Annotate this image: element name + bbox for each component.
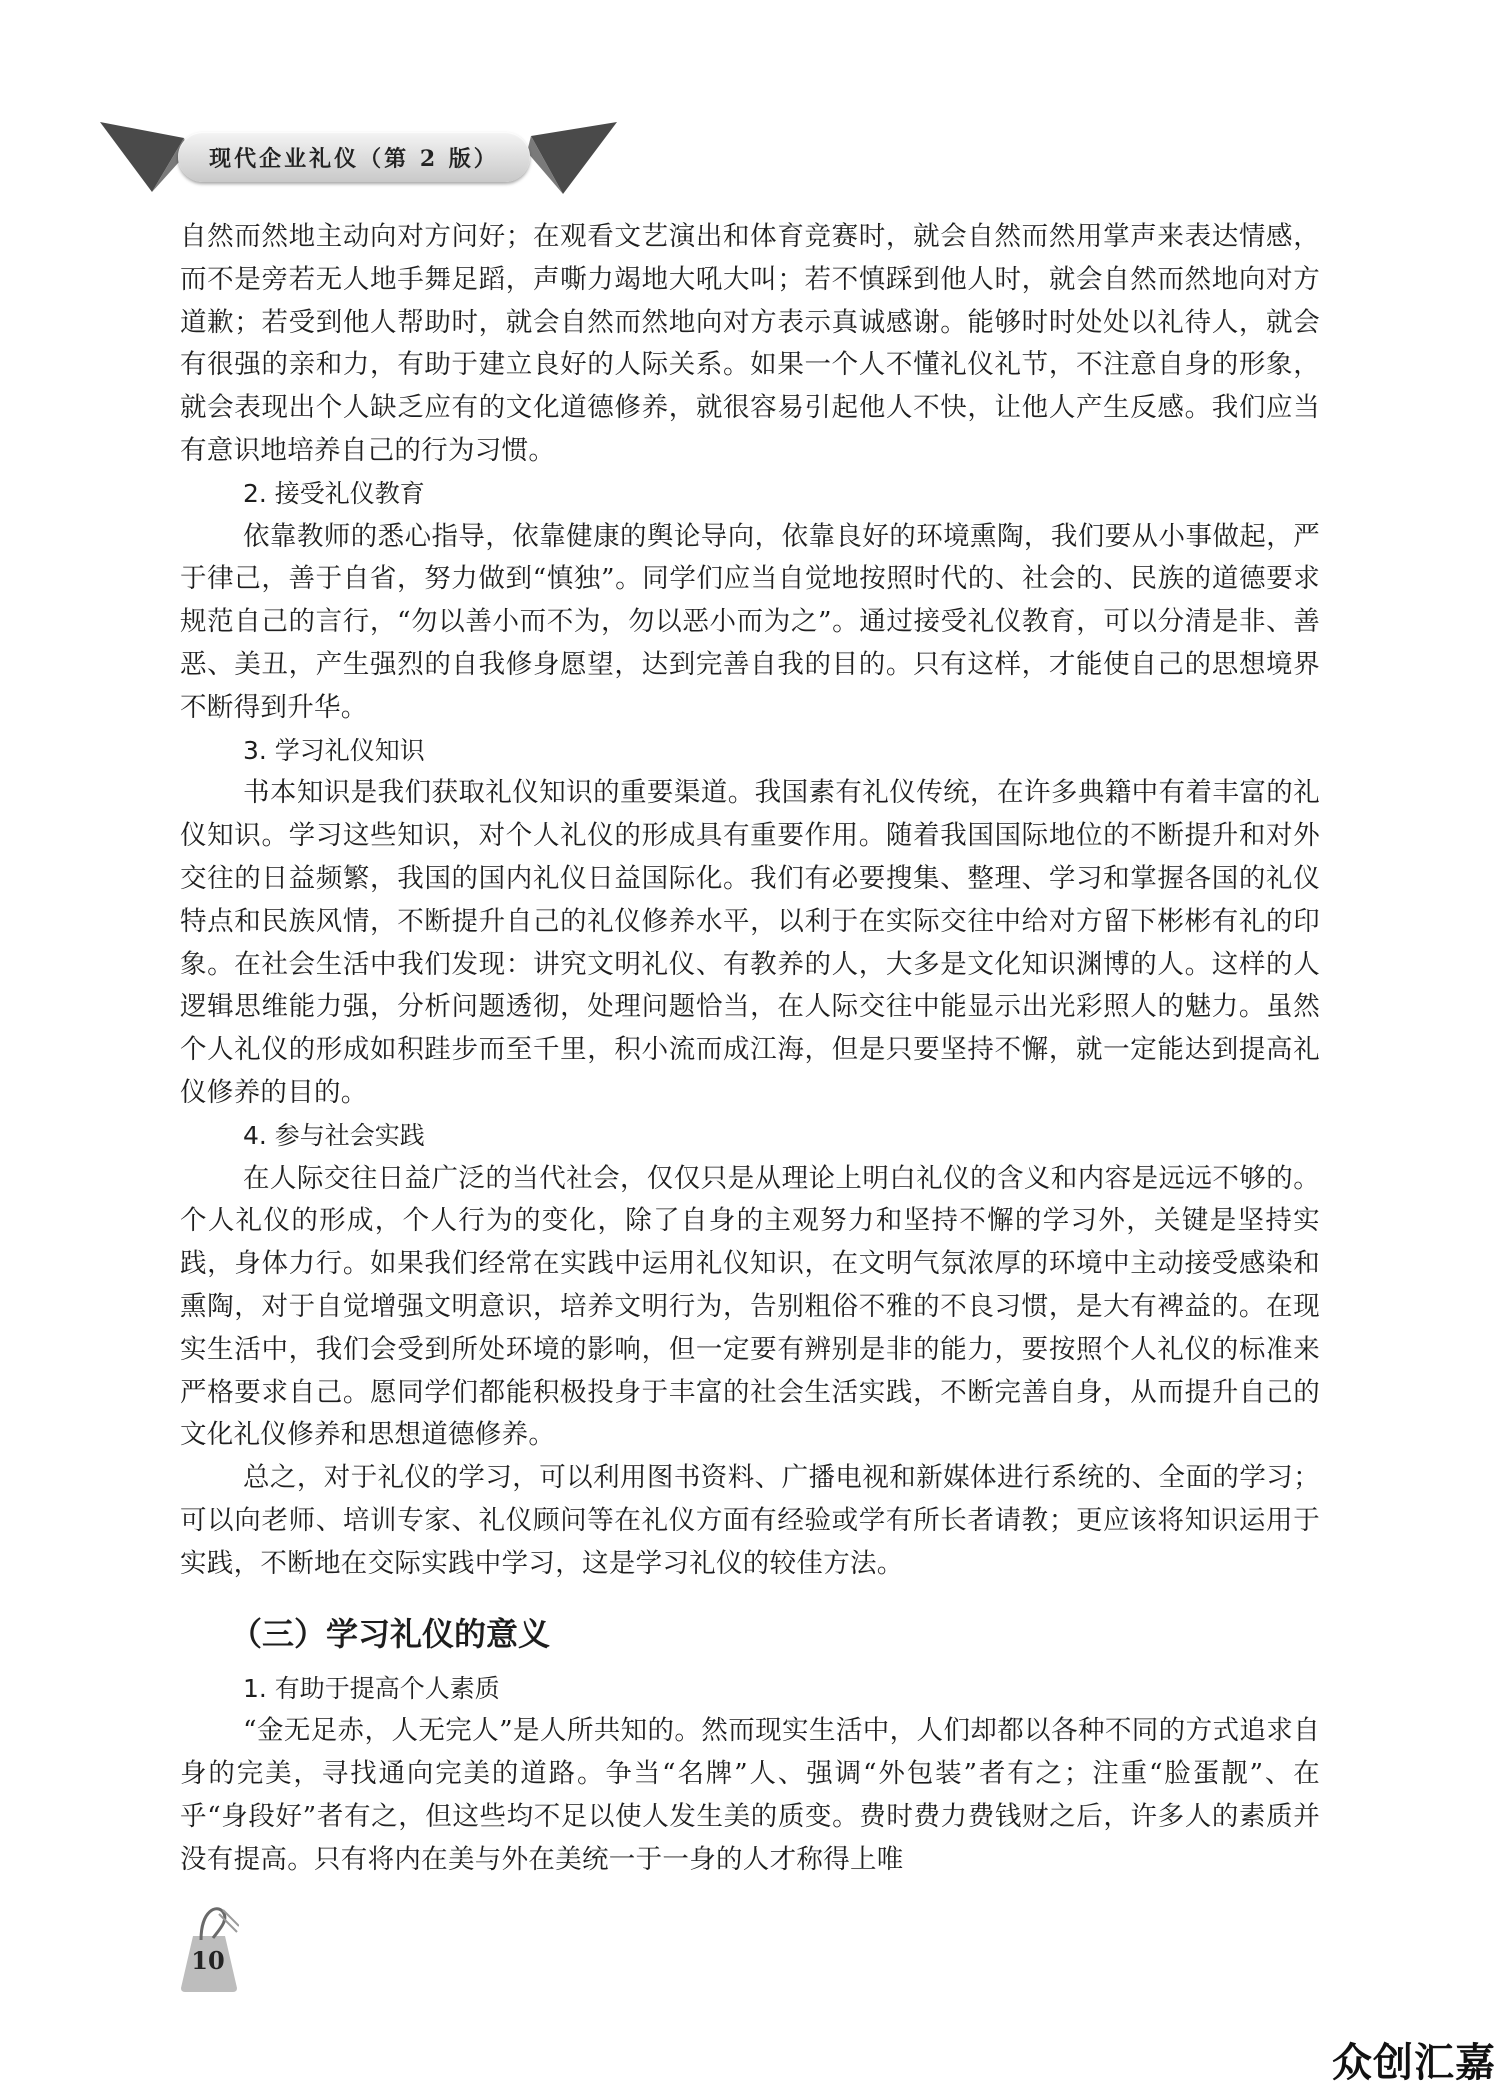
subheading-personal-quality: 1. 有助于提高个人素质: [243, 1673, 500, 1703]
paragraph-6: “金无足赤，人无完人”是人所共知的。然而现实生活中，人们却都以各种不同的方式追求自身的完美，寻找通向完美的道路。争当“名牌”人、强调“外包装”者有之；注重“脸蛋靓”、在乎“身段好”者有之，但这些均不足以使人发生美的质变。费时费力费钱财之后，许多人的素质并没有提高。只有将内在美与外在美统一于一身的人才称得上唯: [180, 1715, 1320, 1875]
subheading-social-practice: 4. 参与社会实践: [243, 1120, 425, 1150]
subheading-learn-knowledge: 3. 学习礼仪知识: [243, 735, 425, 765]
paragraph-3: 书本知识是我们获取礼仪知识的重要渠道。我国素有礼仪传统，在许多典籍中有着丰富的礼仪知识。学习这些知识，对个人礼仪的形成具有重要作用。随着我国国际地位的不断提升和对外交往的日益频繁，我国的国内礼仪日益国际化。我们有必要搜集、整理、学习和掌握各国的礼仪特点和民族风情，不断提升自己的礼仪修养水平，以利于在实际交往中给对方留下彬彬有礼的印象。在社会生活中我们发现：讲究文明礼仪、有教养的人，大多是文化知识渊博的人。这样的人逻辑思维能力强，分析问题透彻，处理问题恰当，在人际交往中能显示出光彩照人的魅力。虽然个人礼仪的形成如积跬步而至千里，积小流而成江海，但是只要坚持不懈，就一定能达到提高礼仪修养的目的。: [180, 777, 1320, 1108]
paragraph-1: 自然而然地主动向对方问好；在观看文艺演出和体育竞赛时，就会自然而然用掌声来表达情感，而不是旁若无人地手舞足蹈，声嘶力竭地大吼大叫；若不慎踩到他人时，就会自然而然地向对方道歉；若受到他人帮助时，就会自然而然地向对方表示真诚感谢。能够时时处处以礼待人，就会有很强的亲和力，有助于建立良好的人际关系。如果一个人不懂礼仪礼节，不注意自身的形象，就会表现出个人缺乏应有的文化道德修养，就很容易引起他人不快，让他人产生反感。我们应当有意识地培养自己的行为习惯。: [180, 221, 1320, 466]
running-header: [178, 132, 530, 182]
page-number: 10: [191, 1946, 225, 1975]
paragraph-2: 依靠教师的悉心指导，依靠健康的舆论导向，依靠良好的环境熏陶，我们要从小事做起，严于律己，善于自省，努力做到“慎独”。同学们应当自觉地按照时代的、社会的、民族的道德要求规范自己的言行，“勿以善小而不为，勿以恶小而为之”。通过接受礼仪教育，可以分清是非、善恶、美丑，产生强烈的自我修身愿望，达到完善自我的目的。只有这样，才能使自己的思想境界不断得到升华。: [180, 520, 1320, 723]
watermark-logo: 众创汇嘉: [1332, 2040, 1496, 2086]
paragraph-4: 在人际交往日益广泛的当代社会，仅仅只是从理论上明白礼仪的含义和内容是远远不够的。个人礼仪的形成，个人行为的变化，除了自身的主观努力和坚持不懈的学习外，关键是坚持实践，身体力行。如果我们经常在实践中运用礼仪知识，在文明气氛浓厚的环境中主动接受感染和熏陶，对于自觉增强文明意识，培养文明行为，告别粗俗不雅的不良习惯，是大有裨益的。在现实生活中，我们会受到所处环境的影响，但一定要有辨别是非的能力，要按照个人礼仪的标准来严格要求自己。愿同学们都能积极投身于丰富的社会生活实践，不断完善自身，从而提升自己的文化礼仪修养和思想道德修养。: [180, 1162, 1320, 1451]
header-right-triangle-icon: [527, 122, 617, 194]
book-title: 现代企业礼仪（第 2 版）: [209, 145, 499, 172]
header-left-triangle-icon: [100, 122, 190, 192]
subheading-accept-education: 2. 接受礼仪教育: [243, 478, 425, 508]
page-body: [180, 216, 1320, 1881]
paragraph-5: 总之，对于礼仪的学习，可以利用图书资料、广播电视和新媒体进行系统的、全面的学习；可以向老师、培训专家、礼仪顾问等在礼仪方面有经验或学有所长者请教；更应该将知识运用于实践，不断地在交际实践中学习，这是学习礼仪的较佳方法。: [180, 1462, 1320, 1579]
section-title: （三）学习礼仪的意义: [230, 1614, 551, 1653]
